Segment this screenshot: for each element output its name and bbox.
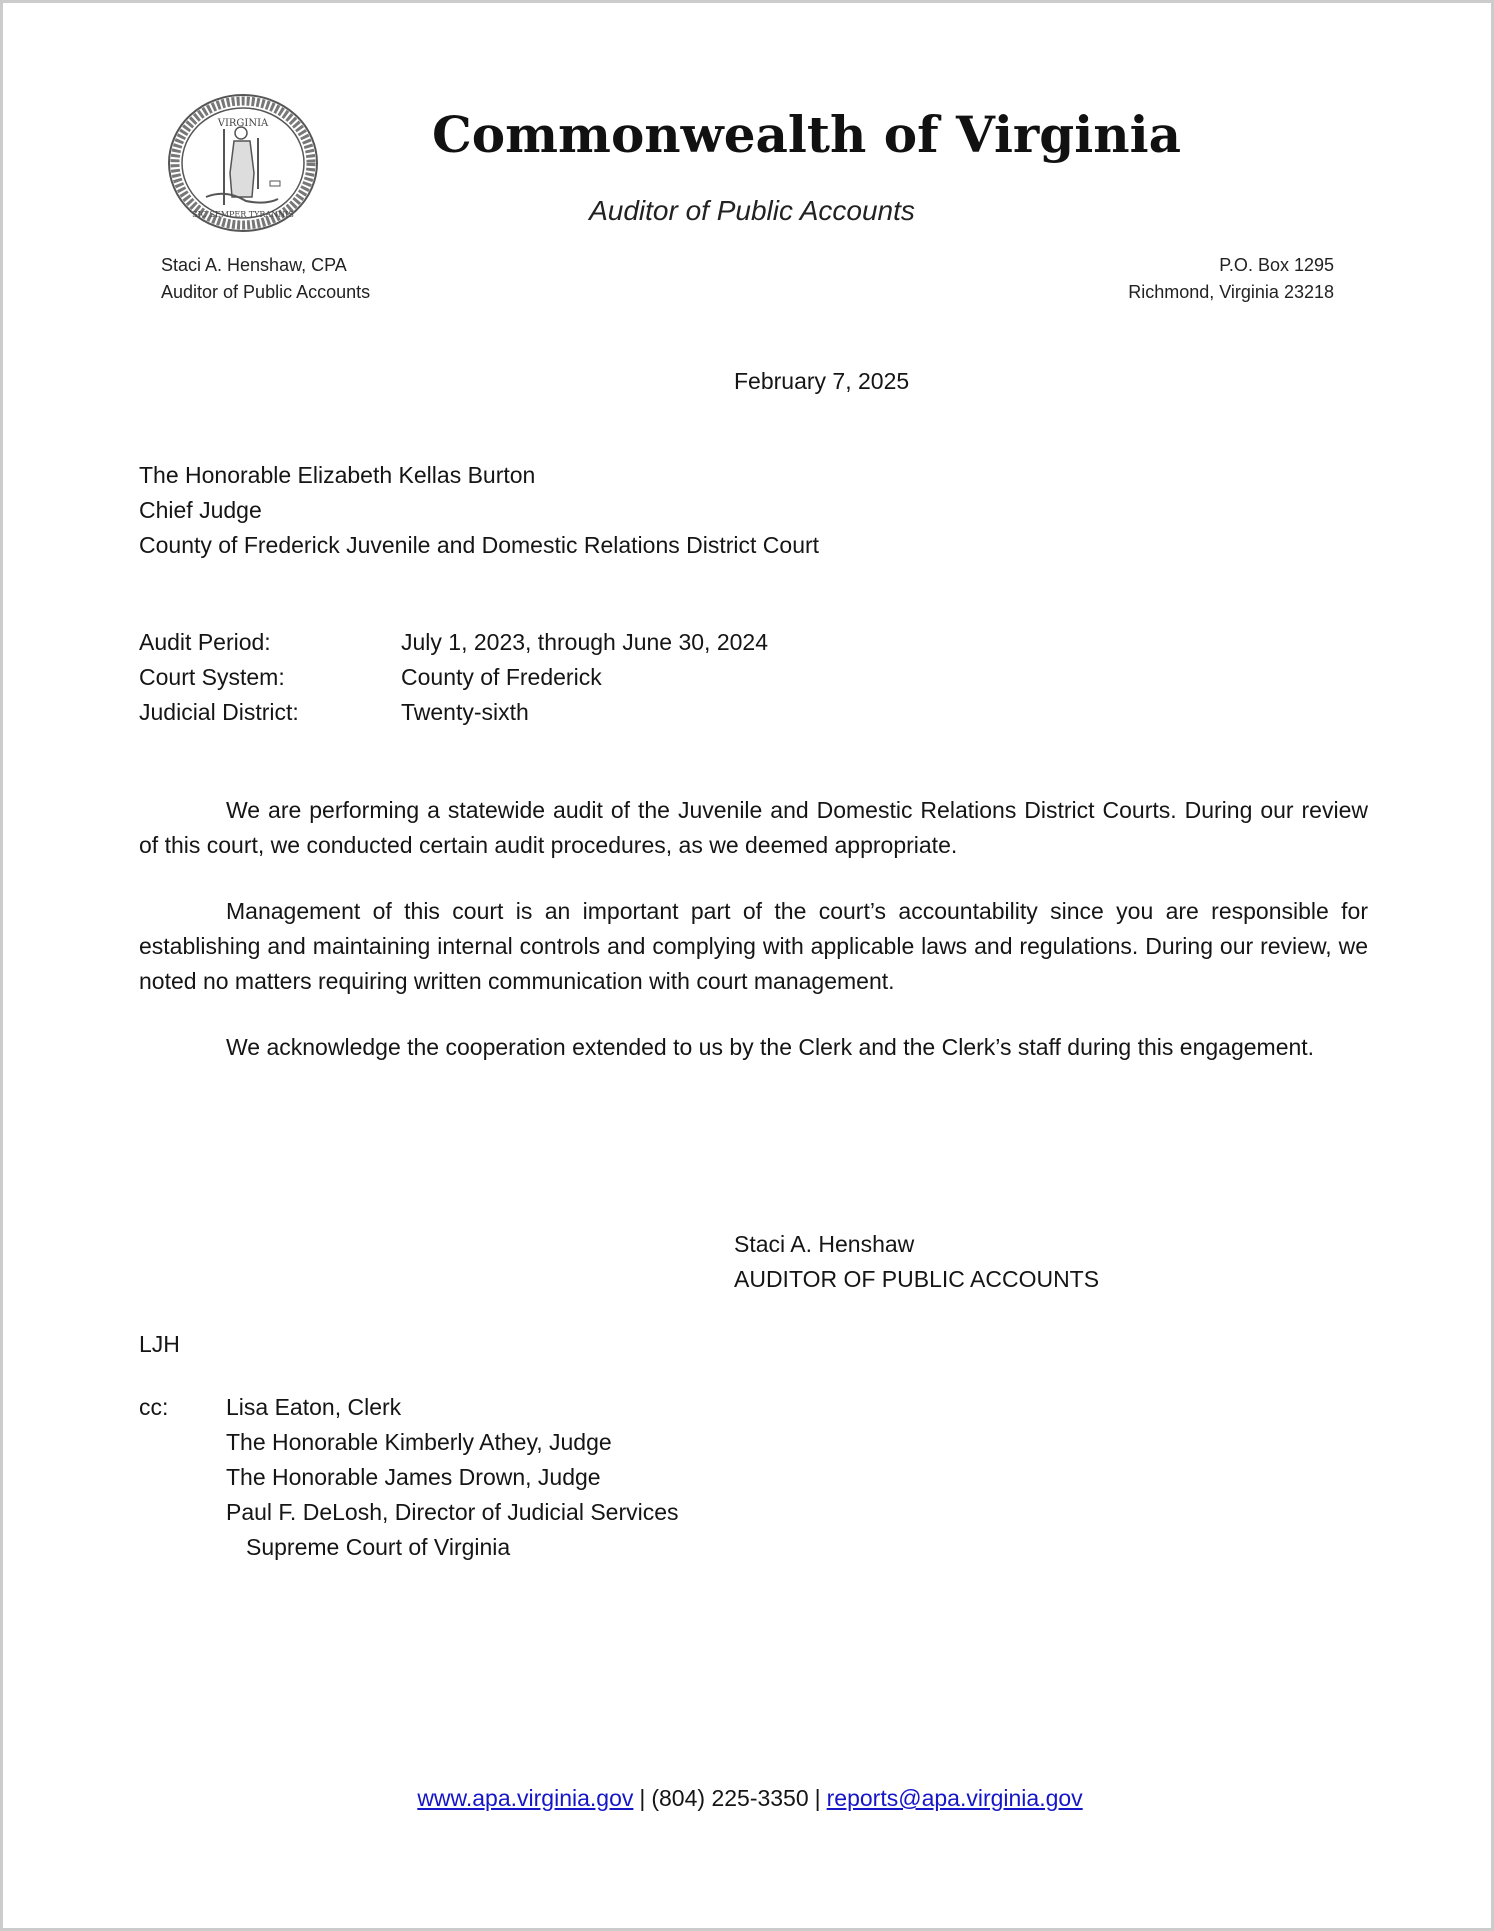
cc-block: [139, 1390, 679, 1565]
po-box: P.O. Box 1295: [1219, 255, 1334, 275]
audit-period-row: [139, 625, 768, 660]
body-paragraph: We acknowledge the cooperation extended to us by the Clerk and the Clerk’s staff during this engagement.: [226, 1034, 1315, 1060]
addressee-title: Chief Judge: [139, 497, 262, 523]
cc-recipient-organization: Supreme Court of Virginia: [246, 1534, 511, 1560]
footer-separator: |: [639, 1785, 646, 1811]
signature-name: Staci A. Henshaw: [734, 1231, 915, 1257]
judicial-district-row: [139, 695, 768, 730]
signature-block: [734, 1227, 1099, 1297]
signature-title: AUDITOR OF PUBLIC ACCOUNTS: [734, 1266, 1100, 1292]
city-state-zip: Richmond, Virginia 23218: [1128, 282, 1334, 302]
letterhead-left-block: [161, 252, 370, 306]
footer-separator: |: [814, 1785, 821, 1811]
footer-contact: [3, 1781, 1494, 1816]
typist-initials: LJH: [139, 1331, 180, 1357]
letterhead-subtitle: Auditor of Public Accounts: [589, 195, 915, 226]
body-paragraph: We are performing a statewide audit of the Juvenile and Domestic Relations District Courts. During our review of this court, we conducted certain audit procedures, as we deemed appropriate.: [139, 797, 1368, 858]
body-paragraph: Management of this court is an important part of the court’s accountability since you are responsible for establishing and maintaining internal controls and complying with applicable laws and regulations. During our review, we noted no matters requiring written communication with court management.: [139, 898, 1368, 994]
court-system-value: County of Frederick: [401, 664, 602, 690]
court-system-row: [139, 660, 768, 695]
svg-text:VIRGINIA: VIRGINIA: [217, 118, 269, 129]
judicial-district-label: Judicial District:: [139, 699, 299, 725]
letter-body: [139, 793, 1368, 1096]
auditor-title: Auditor of Public Accounts: [161, 282, 371, 302]
cc-recipient: Paul F. DeLosh, Director of Judicial Services: [226, 1499, 679, 1525]
website-link[interactable]: www.apa.virginia.gov: [417, 1785, 634, 1811]
cc-row: [139, 1390, 679, 1425]
cc-row: [139, 1425, 679, 1460]
cc-recipient: Lisa Eaton, Clerk: [226, 1394, 402, 1420]
audit-period-label: Audit Period:: [139, 629, 271, 655]
audit-period-value: July 1, 2023, through June 30, 2024: [401, 629, 769, 655]
letterhead-address-block: [1128, 252, 1334, 306]
cc-row: [139, 1460, 679, 1495]
cc-row: [139, 1530, 679, 1565]
virginia-seal-icon: [166, 93, 320, 233]
phone-number: (804) 225-3350: [651, 1785, 809, 1811]
addressee-name: The Honorable Elizabeth Kellas Burton: [139, 462, 536, 488]
cc-row: [139, 1495, 679, 1530]
addressee-court: County of Frederick Juvenile and Domestic Relations District Court: [139, 532, 820, 558]
audit-details: [139, 625, 768, 730]
cc-recipient: The Honorable James Drown, Judge: [226, 1464, 601, 1490]
auditor-name: Staci A. Henshaw, CPA: [161, 255, 347, 275]
letter-date: February 7, 2025: [734, 368, 910, 394]
email-link[interactable]: reports@apa.virginia.gov: [826, 1785, 1083, 1811]
court-system-label: Court System:: [139, 664, 285, 690]
letterhead-title: Commonwealth of Virginia: [432, 105, 1181, 164]
svg-text:SIC SEMPER TYRANNIS: SIC SEMPER TYRANNIS: [192, 210, 294, 219]
cc-recipient: The Honorable Kimberly Athey, Judge: [226, 1429, 612, 1455]
addressee-block: [139, 458, 819, 563]
cc-label: cc:: [139, 1394, 169, 1420]
judicial-district-value: Twenty-sixth: [401, 699, 529, 725]
